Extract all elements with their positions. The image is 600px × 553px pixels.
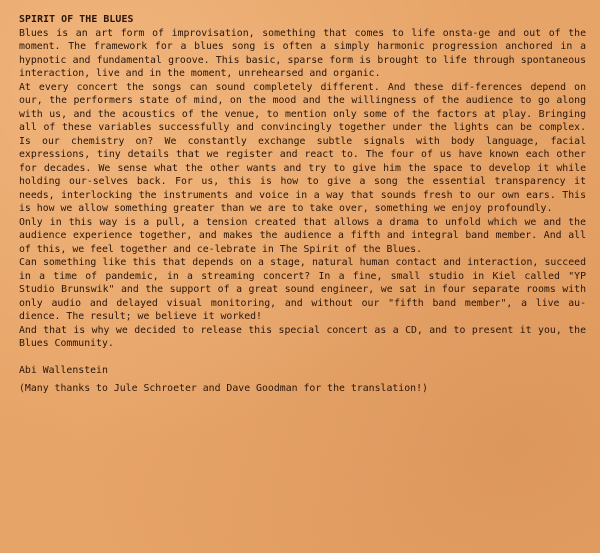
paragraph-tension: Only in this way is a pull, a tension created that allows a drama to unfold which we and the audience experience together, and makes the audience a fifth and integral band member. And all of this, we feel together and ce-lebrate in The Spirit of the Blues. — [19, 216, 586, 255]
translation-thanks: (Many thanks to Jule Schroeter and Dave Goodman for the translation!) — [19, 382, 428, 394]
spacer — [19, 351, 586, 365]
paragraph-release: And that is why we decided to release this special concert as a CD, and to present it you, the Blues Community. — [19, 324, 586, 349]
page-title: SPIRIT OF THE BLUES — [19, 14, 134, 25]
paragraph-pandemic: Can something like this that depends on a stage, natural human contact and interaction, succeed in a time of pandemic, in a streaming concert? In a fine, small studio in Kiel called "YP Studio Brunswik" and the support of a great sound engineer, we sat in four separate rooms with only audio and delayed visual monitoring, and without our "fifth band member", a live au-dience. The result; we believe it worked! — [19, 257, 586, 322]
paragraph-improvisation: Blues is an art form of improvisation, something that comes to life onsta-ge and out of the moment. The framework for a blues song is often a simply harmonic progression anchored in a hypnotic and fundamental groove. This basic, sparse form is brought to life through spontaneous interaction, live and in the moment, unrehearsed and organic. — [19, 27, 586, 79]
paragraph-concert: At every concert the songs can sound completely different. And these dif-ferences depend on our, the performers state of mind, on the mood and the willingness of the audience to go along with us, and the acoustics of the venue, to mention only some of the factors at play. Bringing all of these variables successfully and convincingly together under the lights can be complex. Is our chemistry on? We constantly exchange subtle signals with body language, facial expressions, tiny details that we register and react to. The four of us have known each other for decades. We sense what the other wants and try to give him the space to develop it while holding our-selves back. For us, this is how to give a song the essential transparency it needs, interlocking the instruments and voice in a way that sounds fresh to our own ears. This is how we allow something greater than we are to take over, something we enjoy profoundly. — [19, 81, 586, 214]
author-signature: Abi Wallenstein — [19, 365, 108, 376]
